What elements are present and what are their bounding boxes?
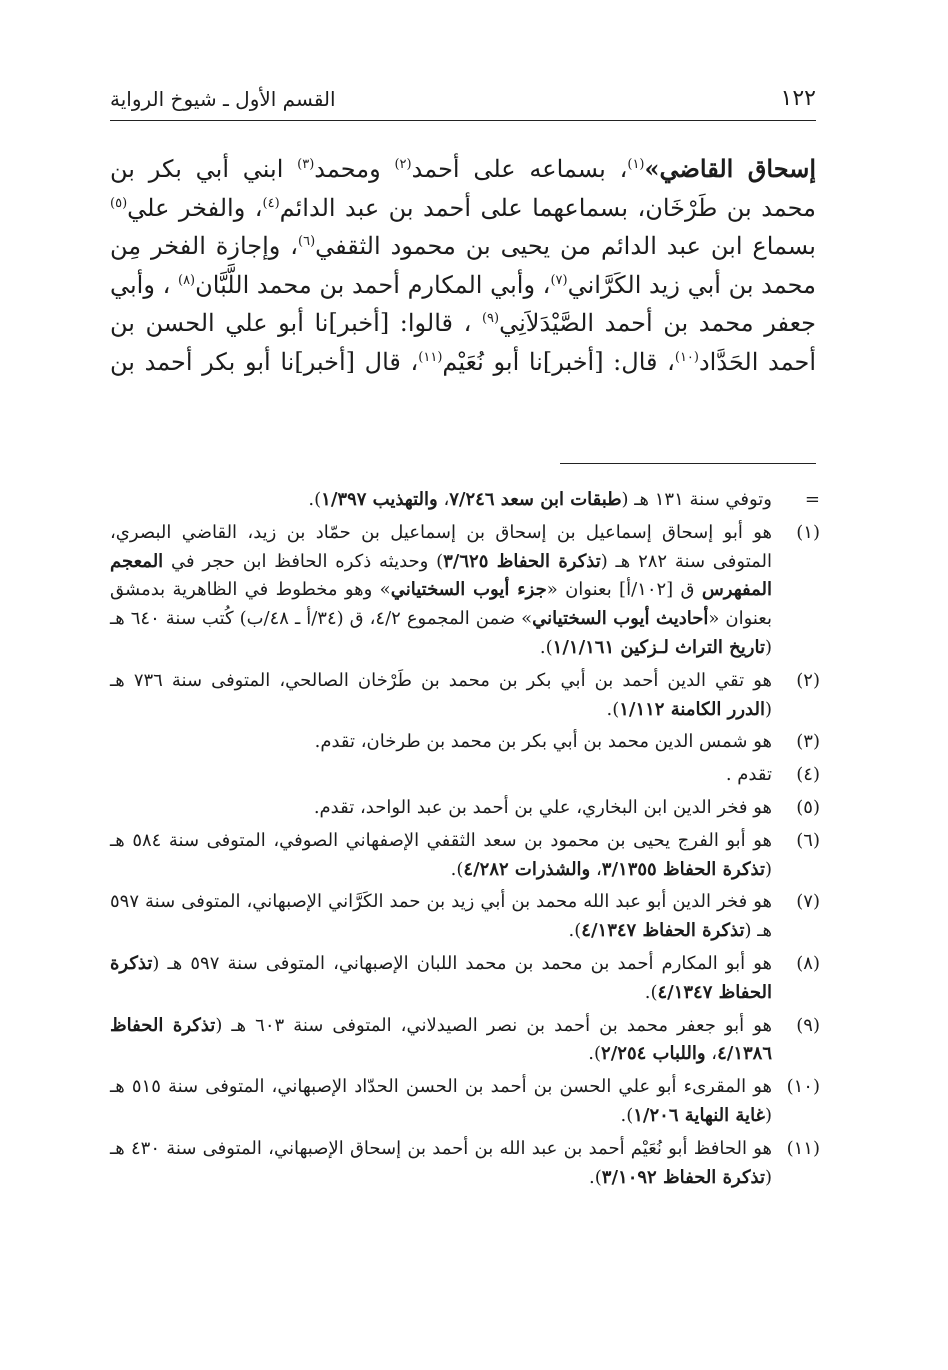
footnote-source-citation: تاريخ التراث لـزكين ١/١/١٦١ (552, 636, 765, 658)
text-run: ، بسماعه على أحمد (411, 155, 628, 183)
footnote-source-citation: تذكرة الحفاظ ٤/١٣٤٧ (581, 920, 745, 942)
footnote-marker: (١٠) (786, 1076, 820, 1098)
footnote-text-run: ) وحديثه ذكره الحافظ ابن حجر في (163, 550, 444, 572)
footnote-source-citation: المعجم المفهرس (110, 550, 773, 601)
text-run: ، وأبي المكارم أحمد بن محمد اللَّبَّان (195, 270, 551, 299)
footnote-item (110, 486, 820, 515)
footnote-text-run: » ضمن المجموع ٤/٢، ق (٣٤/أ ـ ٤٨/ب) كُتب سنة ٦٤٠ هـ ( (110, 608, 772, 658)
footnote-source-citation: تذكرة الحفاظ ٣/١٠٩٢ (601, 1166, 765, 1188)
footnote-text-run: ). (644, 981, 658, 1003)
footnote-text (110, 950, 772, 1008)
main-text (110, 150, 816, 382)
footnote-marker: (٤) (796, 764, 820, 786)
footnote-text (110, 888, 772, 946)
text-run: ، قال: [أخبر]نا أبو نُعَيْم (442, 347, 675, 376)
footnote-reference: (٩) (481, 311, 500, 327)
footnote-text (110, 728, 772, 757)
footnote-reference: (٢) (394, 157, 412, 172)
footnote-text-run: هو تقي الدين أحمد بن أبي بكر بن محمد بن طَرْخان الصالحي، المتوفى سنة ٧٣٦ هـ ( (110, 669, 772, 720)
running-head: القسم الأول ـ شيوخ الرواية (110, 87, 336, 111)
footnote-text (110, 486, 772, 515)
footnote-item (110, 728, 820, 757)
footnote-source-citation: تذكرة الحفاظ ٣/٦٢٥ (443, 550, 601, 572)
footnotes (110, 486, 820, 1196)
footnote-text-run: هو أبو المكارم أحمد بن محمد بن محمد اللبان الإصبهاني، المتوفى سنة ٥٩٧ هـ ( (152, 952, 772, 974)
page-header (110, 84, 816, 121)
footnote-text-run: ). (620, 1104, 634, 1126)
footnote-text-run: هو أبو جعفر محمد بن أحمد بن نصر الصيدلاني، المتوفى سنة ٦٠٣ هـ ( (215, 1014, 773, 1036)
footnote-text-run: ). (588, 1043, 602, 1065)
footnote-text-run: ، (437, 489, 450, 510)
footnote-item (110, 519, 820, 663)
footnote-marker: (٩) (796, 1014, 820, 1036)
footnote-source-citation: جزء أيوب السختياني (390, 579, 547, 601)
footnote-text-run: هو فخر الدين أبو عبد الله محمد بن أبي زيد بن حمد الكَرَّاني الإصبهاني، المتوفى سنة ٥٩٧ هـ ( (110, 891, 772, 942)
footnote-text (110, 1073, 772, 1131)
footnote-text-run: » وهو مخطوط في الظاهرية بدمشق بعنوان « (110, 579, 772, 630)
footnote-source-citation: تذكرة الحفاظ ٤/١٣٨٦ (110, 1014, 772, 1065)
footnote-text-run: ، (705, 1043, 718, 1065)
footnote-text-run: ). (539, 636, 553, 658)
page-number: ١٢٢ (780, 86, 816, 111)
footnote-item (110, 1012, 820, 1070)
footnote-text-run: ). (308, 489, 322, 510)
footnote-marker: (٥) (796, 796, 820, 818)
footnote-marker: = (804, 489, 820, 510)
footnote-source-citation: غاية النهاية ١/٢٠٦ (633, 1104, 765, 1126)
footnote-item (110, 794, 820, 823)
footnote-marker: (٢) (796, 669, 820, 691)
footnote-reference: (٧) (550, 272, 568, 288)
footnote-reference: (١١) (418, 349, 443, 365)
footnote-marker: (١) (796, 521, 820, 543)
footnote-reference: (٥) (110, 195, 128, 211)
footnote-item (110, 827, 820, 885)
footnote-text-run: تقدم . (725, 764, 772, 786)
footnote-item (110, 888, 820, 946)
text-run: بسماع ابن عبد الدائم من يحيى بن محمود الثقفي (315, 232, 816, 261)
footnote-text-run: ). (606, 698, 620, 720)
footnote-text (110, 761, 772, 790)
footnote-text-run: ). (589, 1166, 602, 1188)
footnote-text (110, 1012, 772, 1070)
footnote-text-run: هو أبو إسحاق إسماعيل بن إسحاق بن إسماعيل بن حمّاد بن زيد، القاضي البصري، المتوفى سنة ٢٨٢ هـ ( (110, 521, 773, 572)
footnote-source-citation: والشذرات ٤/٢٨٢ (463, 858, 591, 880)
footnote-text (110, 794, 772, 823)
text-run: ، وأبي جعفر محمد بن أحمد الصَّيْدَلاَنِي (110, 270, 816, 338)
footnote-source-citation: واللباب ٢/٢٥٤ (601, 1043, 706, 1065)
text-run: ، قال [أخبر]نا أبو بكر أحمد بن (110, 347, 419, 376)
footnote-reference: (٣) (297, 157, 315, 172)
footnote-item (110, 1135, 820, 1193)
footnote-marker: (٦) (796, 829, 820, 851)
main-paragraph (110, 150, 816, 382)
footnote-source-citation: والتهذيب ١/٣٩٧ (321, 489, 438, 510)
footnote-text (110, 667, 772, 725)
footnote-text-run: هو شمس الدين محمد بن أبي بكر بن محمد بن طرخان، تقدم. (314, 731, 772, 753)
footnote-text-run: ق [١٠٢/أ] بعنوان « (546, 579, 702, 601)
footnote-source-citation: طبقات ابن سعد ٧/٢٤٦ (449, 489, 622, 510)
footnote-separator (560, 463, 816, 464)
footnote-text-run: هو أبو الفرج يحيى بن محمود بن سعد الثقفي الإصفهاني الصوفي، المتوفى سنة ٥٨٤ هـ ( (110, 829, 772, 880)
footnote-reference: (٦) (298, 234, 316, 250)
text-run: ، وإجازة الفخر مِن محمد بن أبي زيد الكَرَّاني (110, 232, 816, 299)
footnote-marker: (١١) (786, 1137, 820, 1159)
footnote-item (110, 761, 820, 790)
footnote-reference: (٨) (177, 272, 196, 288)
footnote-reference: (٤) (262, 195, 280, 211)
bold-text-run: إسحاق القاضي» (644, 154, 817, 183)
text-run: ومحمد (314, 155, 395, 183)
footnote-text (110, 1135, 772, 1193)
footnote-text (110, 827, 772, 885)
footnote-marker: (٧) (796, 891, 820, 913)
footnote-item (110, 1073, 820, 1131)
footnote-reference: (١٠) (674, 349, 699, 365)
footnote-source-citation: تذكرة الحفاظ ٣/١٣٥٥ (601, 858, 765, 880)
footnote-source-citation: الدرر الكامنة ١/١١٢ (619, 698, 765, 720)
footnote-text-run: هو الحافظ أبو نُعَيْم أحمد بن عبد الله بن أحمد بن إسحاق الإصبهاني، المتوفى سنة ٤٣٠ هـ ( (110, 1137, 772, 1188)
footnote-text-run: هو فخر الدين ابن البخاري، علي بن أحمد بن عبد الواحد، تقدم. (313, 796, 772, 818)
text-run: ، والفخر علي (127, 193, 263, 222)
footnote-text (110, 519, 772, 663)
footnote-marker: (٨) (796, 952, 820, 974)
footnote-item (110, 667, 820, 725)
footnote-reference: (١) (627, 157, 645, 172)
footnote-marker: (٣) (796, 731, 820, 753)
footnote-source-citation: أحاديث أيوب السختياني (532, 608, 709, 630)
footnote-text-run: ، (590, 858, 602, 880)
footnote-text-run: هو المقرىء أبو علي الحسن بن أحمد بن الحسن الحدّاد الإصبهاني، المتوفى سنة ٥١٥ هـ ( (110, 1076, 772, 1126)
footnote-text-run: ). (450, 858, 464, 880)
text-run: ابني أبي بكر بن محمد بن طَرْخَان، بسماعهما على أحمد بن عبد الدائم (110, 155, 817, 222)
footnote-text-run: ). (568, 920, 582, 942)
text-run: ، قالوا: [أخبر]نا أبو علي الحسن بن أحمد الحَدَّاد (110, 309, 817, 376)
footnote-item (110, 950, 820, 1008)
footnote-source-citation: تذكرة الحفاظ ٤/١٣٤٧ (110, 952, 772, 1003)
footnote-text-run: وتوفي سنة ١٣١ هـ ( (621, 489, 772, 510)
